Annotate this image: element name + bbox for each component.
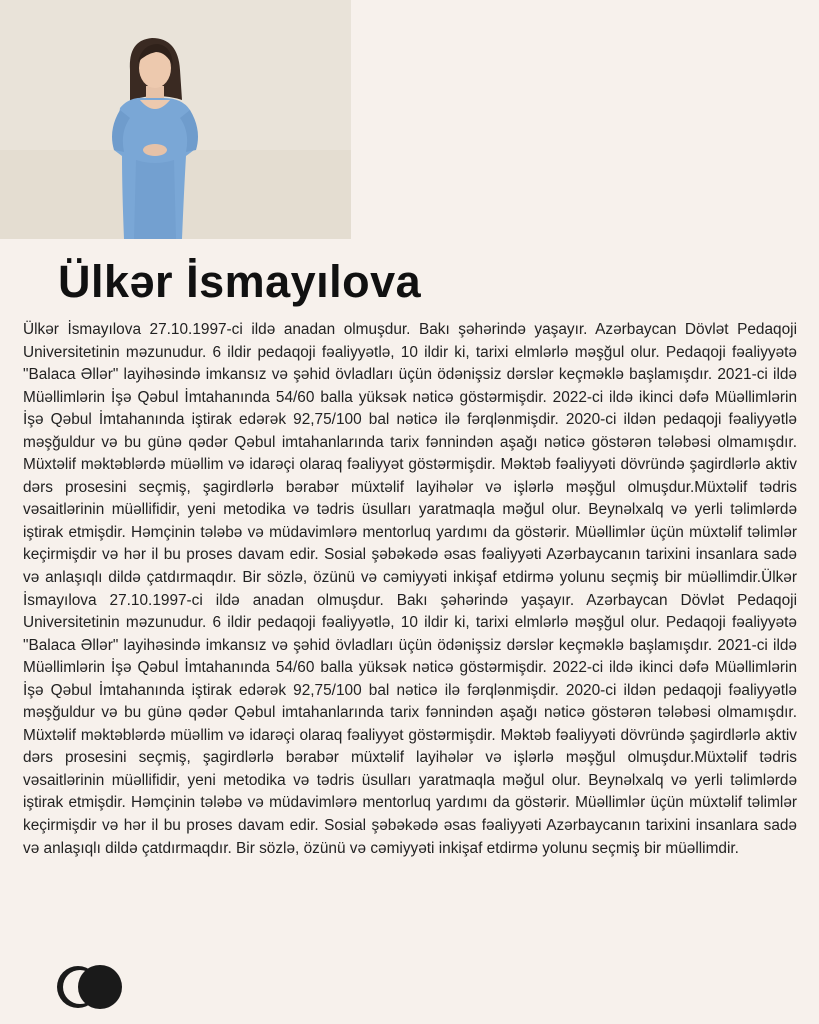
double-circle-logo-icon (56, 963, 124, 1011)
biography-text: Ülkər İsmayılova 27.10.1997-ci ildə anadan olmuşdur. Bakı şəhərində yaşayır. Azərbaycan Dövlət Pedaqoji Universitetinin məzunudur. 6 ildir pedaqoji fəaliyyətlə, 10 ildir ki, tarixi elmlərlə məşğul olur. Pedaqoji fəaliyyətə "Balaca Əllər" layihəsində imkansız və şəhid övladları üçün ödənişsiz dərslər keçməklə başlamışdır. 2021-ci ildə Müəllimlərin İşə Qəbul İmtahanında 54/60 balla yüksək nəticə göstərmişdir. 2022-ci ildə ikinci dəfə Müəllimlərin İşə Qəbul İmtahanında iştirak edərək 92,75/100 bal nəticə ilə fərqlənmişdir. 2020-ci ildən pedaqoji fəaliyyətlə məşğuldur və bu günə qədər Qəbul imtahanlarında tarix fənnindən aşağı nəticə göstərən tələbəsi olmamışdır. Müxtəlif məktəblərdə müəllim və idarəçi olaraq fəaliyyət göstərmişdir. Məktəb fəaliyyəti dövründə şagirdlərlə aktiv dərs prosesini seçmiş, şagirdlərlə bərabər müxtəlif layihələr və işlərlə məşğul olmuşdur.Müxtəlif tədris vəsaitlərinin müəllifidir, yeni metodika və tədris üsulları yaratmaqla məğul olur. Beynəlxalq və yerli təlimlərdə iştirak etmişdir. Həmçinin tələbə və müdavimlərə mentorluq yardımı da göstərir. Müəllimlər üçün müxtəlif təlimlər keçirmişdir və hər il bu proses davam edir. Sosial şəbəkədə əsas fəaliyyəti Azərbaycanın tarixini insanlara sadə və anlaşıqlı dildə çatdırmaqdır. Bir sözlə, özünü və cəmiyyəti inkişaf etdirmə yolunu seçmiş bir müəllimdir.Ülkər İsmayılova 27.10.1997-ci ildə anadan olmuşdur. Bakı şəhərində yaşayır. Azərbaycan Dövlət Pedaqoji Universitetinin məzunudur. 6 ildir pedaqoji fəaliyyətlə, 10 ildir ki, tarixi elmlərlə məşğul olur. Pedaqoji fəaliyyətə "Balaca Əllər" layihəsində imkansız və şəhid övladları üçün ödənişsiz dərslər keçməklə başlamışdır. 2021-ci ildə Müəllimlərin İşə Qəbul İmtahanında 54/60 balla yüksək nəticə göstərmişdir. 2022-ci ildə ikinci dəfə Müəllimlərin İşə Qəbul İmtahanında iştirak edərək 92,75/100 bal nəticə ilə fərqlənmişdir. 2020-ci ildən pedaqoji fəaliyyətlə məşğuldur və bu günə qədər Qəbul imtahanlarında tarix fənnindən aşağı nəticə göstərən tələbəsi olmamışdır. Müxtəlif məktəblərdə müəllim və idarəçi olaraq fəaliyyət göstərmişdir. Məktəb fəaliyyəti dövründə şagirdlərlə aktiv dərs prosesini seçmiş, şagirdlərlə bərabər müxtəlif layihələr və işlərlə məşğul olmuşdur.Müxtəlif tədris vəsaitlərinin müəllifidir, yeni metodika və tədris üsulları yaratmaqla məğul olur. Beynəlxalq və yerli təlimlərdə iştirak etmişdir. Həmçinin tələbə və müdavimlərə mentorluq yardımı da göstərir. Müəllimlər üçün müxtəlif təlimlər keçirmişdir və hər il bu proses davam edir. Sosial şəbəkədə əsas fəaliyyəti Azərbaycanın tarixini insanlara sadə və anlaşıqlı dildə çatdırmaqdır. Bir sözlə, özünü və cəmiyyəti inkişaf etdirmə yolunu seçmiş bir müəllimdir. (23, 321, 797, 857)
portrait-icon (0, 0, 351, 239)
portrait-photo (0, 0, 351, 239)
person-name: Ülkər İsmayılova (58, 256, 422, 307)
